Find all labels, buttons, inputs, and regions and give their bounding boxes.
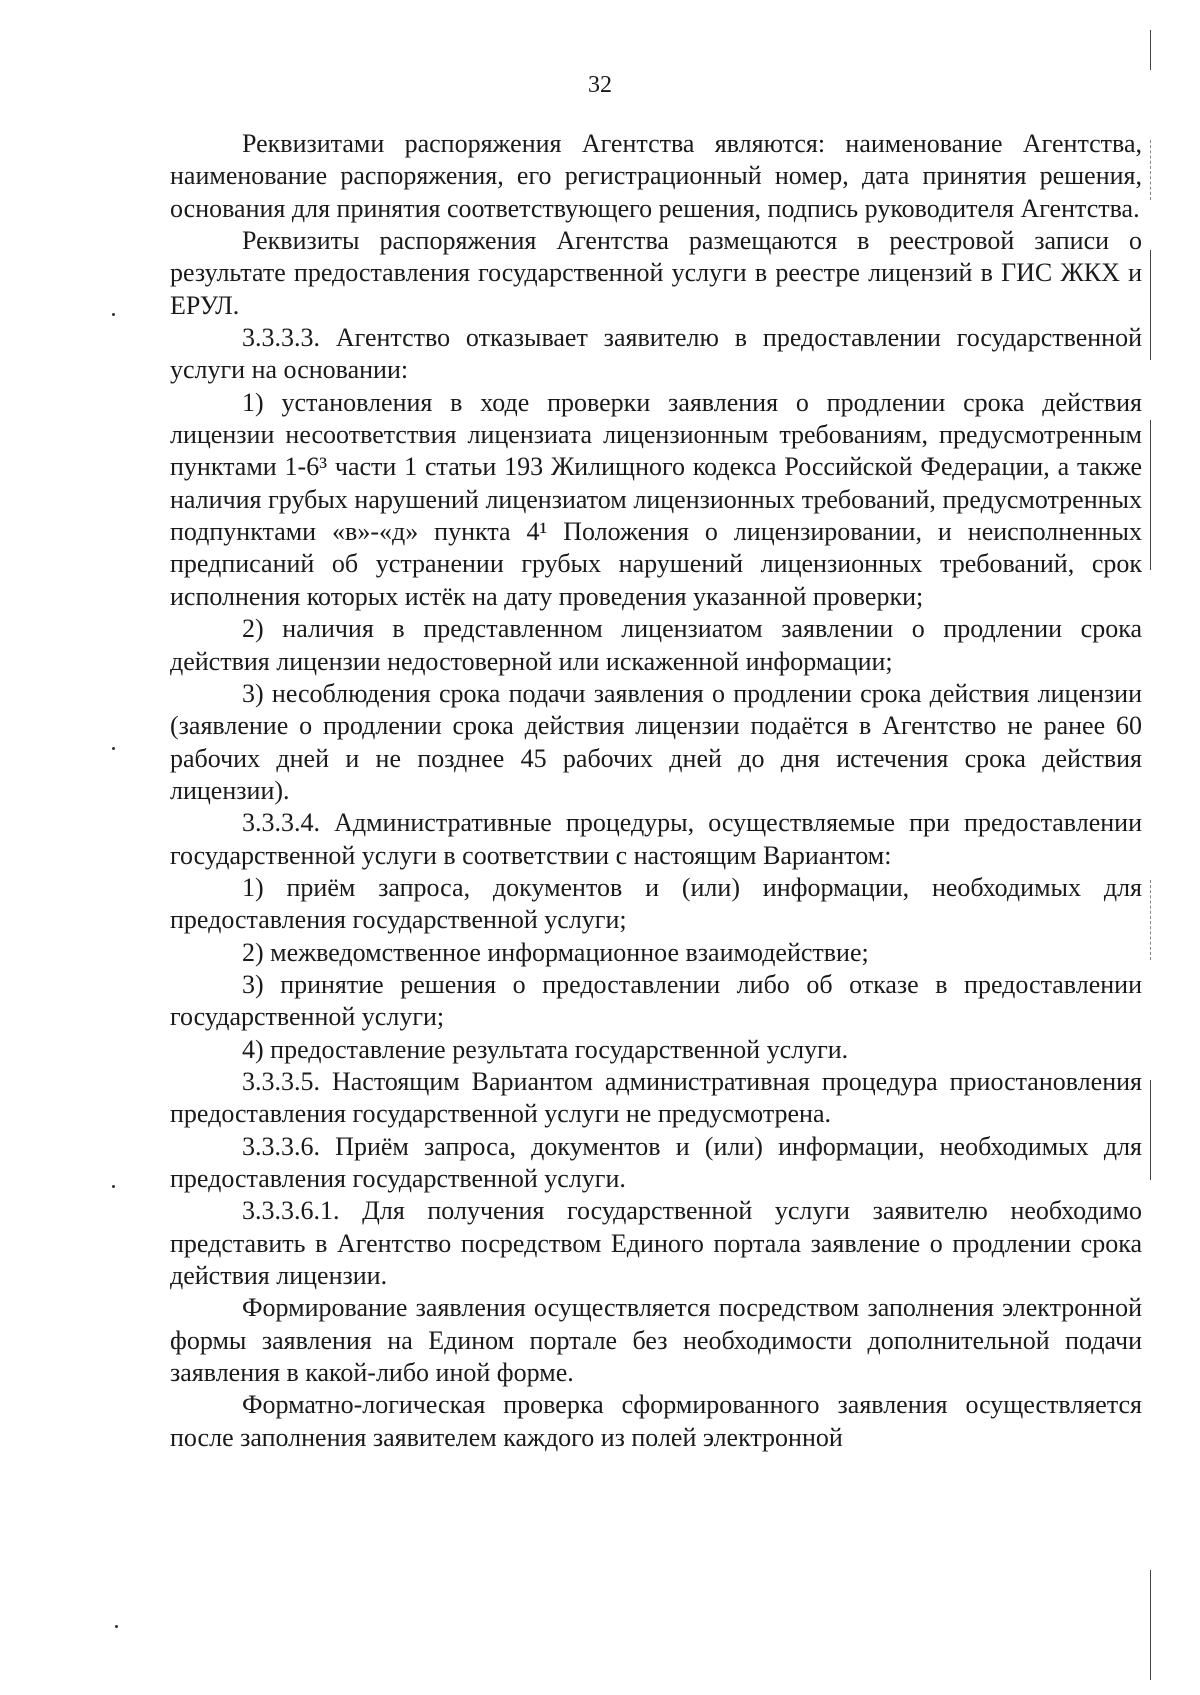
paragraph-3-3-3-5: 3.3.3.5. Настоящим Вариантом административная процедура приостановления предоставления государственной услуги не предусмотрена. [170, 1066, 1142, 1129]
paragraph-procedure-4: 4) предоставление результата государственной услуги. [242, 1034, 849, 1064]
paragraph-refusal-ground-1: 1) установления в ходе проверки заявления о продлении срока действия лицензии несоответствия лицензиата лицензионным требованиям, предусмотренным пунктами 1-6³ части 1 статьи 193 Жилищного кодекса Российской Федерации, а также наличия грубых нарушений лицензиатом лицензионных требований, предусмотренных подпунктами «в»-«д» пункта 4¹ Положения о лицензировании, и неисполненных предписаний об устранении грубых нарушений лицензионных требований, срок исполнения которых истёк на дату проведения указанной проверки; [170, 387, 1142, 611]
paragraph-3-3-3-3: 3.3.3.3. Агентство отказывает заявителю в предоставлении государственной услуги на основании: [170, 323, 1142, 385]
paragraph-procedure-1: 1) приём запроса, документов и (или) информации, необходимых для предоставления государственной услуги; [170, 872, 1142, 935]
page-number: 32 [588, 72, 612, 98]
paragraph-procedure-2: 2) межведомственное информационное взаимодействие; [242, 937, 869, 967]
scan-edge-line [1150, 1080, 1151, 1180]
scan-edge-line [1150, 140, 1151, 200]
scan-edge-line [1150, 1570, 1151, 1680]
paragraph-3-3-3-4: 3.3.3.4. Административные процедуры, осуществляемые при предоставлении государственной услуги в соответствии с настоящим Вариантом: [170, 808, 1142, 870]
paragraph-3-3-3-6-1: 3.3.3.6.1. Для получения государственной услуги заявителю необходимо представить в Агентство посредством Единого портала заявление о продлении срока действия лицензии. [170, 1196, 1142, 1291]
scan-edge-line [1150, 30, 1151, 70]
document-body [170, 128, 1142, 1454]
paragraph-format-check: Форматно-логическая проверка сформированного заявления осуществляется после заполнения заявителем каждого из полей электронной [170, 1390, 1142, 1452]
paragraph-requisites: Реквизитами распоряжения Агентства являются: наименование Агентства, наименование распоряжения, его регистрационный номер, дата принятия решения, основания для принятия соответствующего решения, подпись руководителя Агентства. [170, 129, 1142, 223]
paragraph-requisites-placement: Реквизиты распоряжения Агентства размещаются в реестровой записи о результате предоставления государственной услуги в реестре лицензий в ГИС ЖКХ и ЕРУЛ. [170, 226, 1142, 320]
paragraph-procedure-3: 3) принятие решения о предоставлении либо об отказе в предоставлении государственной услуги; [170, 969, 1142, 1032]
scan-edge-line [1150, 880, 1151, 960]
scan-speck [115, 1625, 118, 1628]
paragraph-form-filling: Формирование заявления осуществляется посредством заполнения электронной формы заявления на Едином портале без необходимости дополнительной подачи заявления в какой-либо иной форме. [170, 1293, 1142, 1388]
scan-speck [112, 313, 115, 316]
paragraph-refusal-ground-2: 2) наличия в представленном лицензиатом заявлении о продлении срока действия лицензии недостоверной или искаженной информации; [170, 614, 1142, 676]
scan-speck [112, 747, 115, 750]
scan-edge-line [1150, 420, 1151, 570]
paragraph-3-3-3-6: 3.3.3.6. Приём запроса, документов и (или) информации, необходимых для предоставления государственной услуги. [170, 1131, 1142, 1193]
paragraph-refusal-ground-3: 3) несоблюдения срока подачи заявления о продлении срока действия лицензии (заявление о продлении срока действия лицензии подаётся в Агентство не ранее 60 рабочих дней и не позднее 45 рабочих дней до дня истечения срока действия лицензии). [170, 678, 1142, 805]
scan-speck [112, 1185, 115, 1188]
scan-edge-line [1150, 250, 1151, 360]
